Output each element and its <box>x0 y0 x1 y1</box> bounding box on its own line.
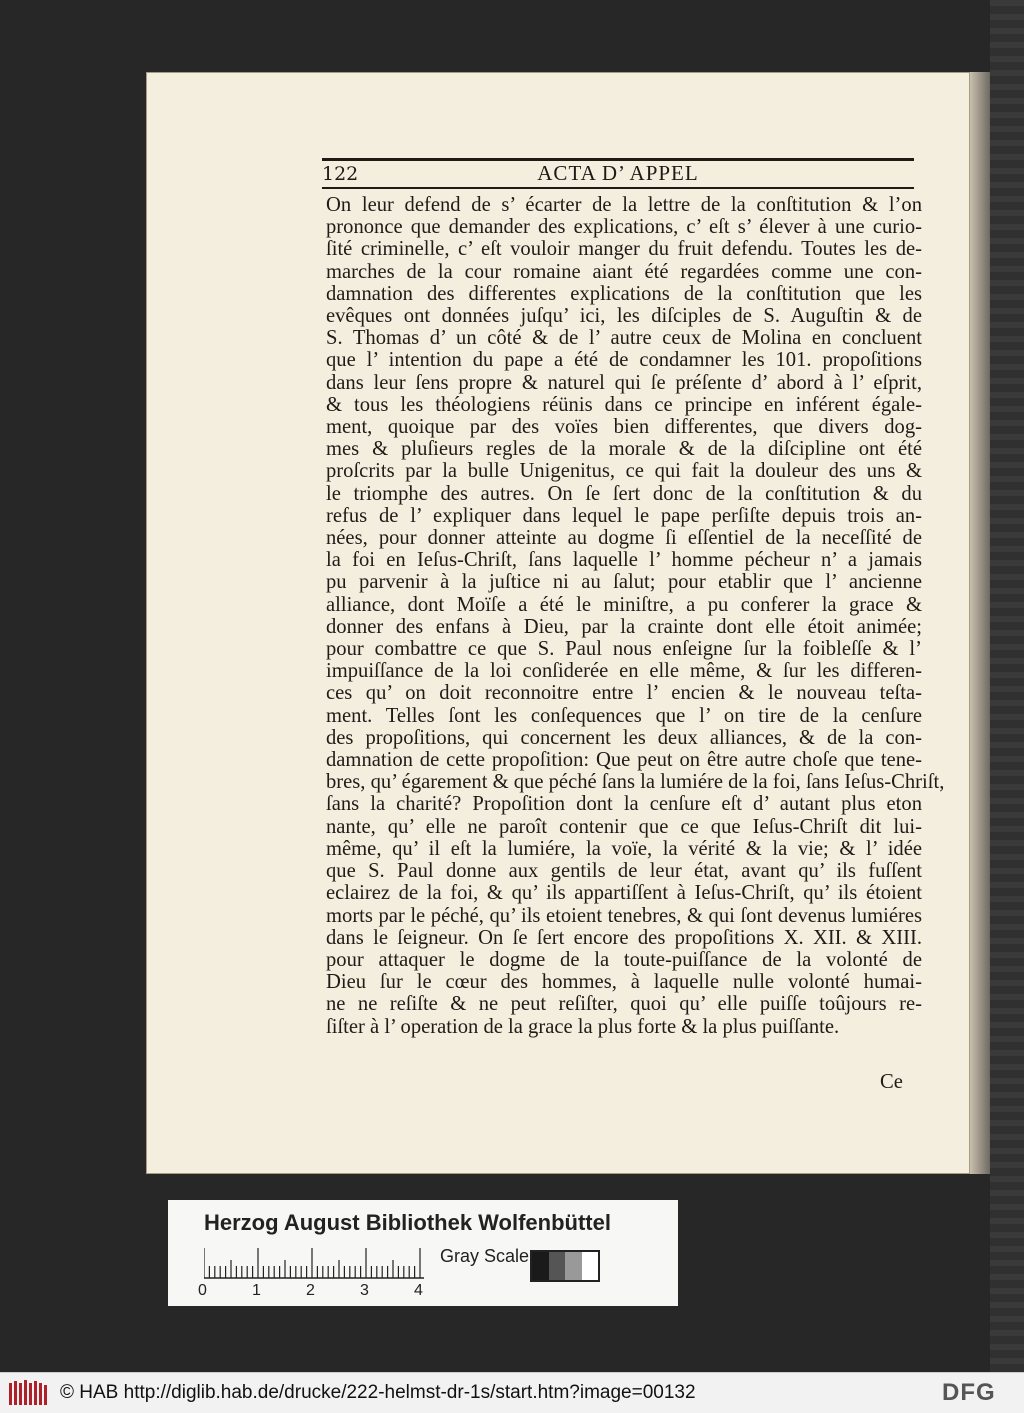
ruler-number: 4 <box>414 1282 423 1299</box>
text-line: ment, quoique par des voïes bien differentes, que divers dog- <box>326 416 922 439</box>
text-line: la foi en Ieſus-Chriſt, ſans laquelle l’ homme pécheur n’ a jamais <box>326 549 922 572</box>
text-line: alliance, dont Moïſe a été le miniſtre, a pu conferer la grace & <box>326 593 922 616</box>
ruler-number: 0 <box>198 1282 207 1299</box>
page-number: 122 <box>322 163 359 185</box>
text-line: marches de la cour romaine aiant été regardées comme une con- <box>326 260 922 283</box>
text-line: pour attaquer le dogme de la toute-puiſſance de la volonté de <box>326 948 922 971</box>
running-head: ACTA D’ APPEL <box>537 161 699 185</box>
text-line: ſité criminelle, c’ eſt vouloir manger du fruit defendu. Toutes les de- <box>326 238 922 261</box>
gray-scale-swatch <box>530 1250 600 1282</box>
text-line: ne ne reſiſte & ne peut reſiſter, quoi qu’ elle puiſſe toûjours re- <box>326 993 922 1016</box>
text-line: damnation de cette propoſition: Que peut on être autre choſe que tene- <box>326 749 922 772</box>
text-line: ment. Telles ſont les conſequences que l’ on tire de la cenſure <box>326 704 922 727</box>
text-line: & tous les théologiens réünis dans ce principe en inférent égale- <box>326 393 922 416</box>
text-line: impuiſſance de la loi conſiderée en elle même, & ſur les differen- <box>326 660 922 683</box>
text-line: S. Thomas d’ un côté & de l’ autre ceux de Molina en concluent <box>326 327 922 350</box>
ruler-number: 2 <box>306 1282 315 1299</box>
text-line: bres, qu’ égarement & que péché ſans la lumiére de la foi, ſans Ieſus-Chriſt, <box>326 771 945 794</box>
text-line: que l’ intention du pape a été de condamner les 101. propoſitions <box>326 349 922 372</box>
ruler-number: 3 <box>360 1282 369 1299</box>
text-line: ſiſter à l’ operation de la grace la plus forte & la plus puiſſante. <box>326 1015 840 1038</box>
text-line: morts par le péché, qu’ ils etoient tenebres, & qui ſont devenus lumiéres <box>326 904 922 927</box>
ruler <box>204 1248 434 1280</box>
text-line: Dieu ſur le cœur des hommes, à laquelle nulle volonté humai- <box>326 971 922 994</box>
text-line: même, qu’ il eſt la lumiére, la voïe, la vérité & la vie; & l’ idée <box>326 837 922 860</box>
source-url[interactable]: © HAB http://diglib.hab.de/drucke/222-helmst-dr-1s/start.htm?image=00132 <box>60 1382 696 1403</box>
text-line: eclairez de la foi, & qu’ ils appartiſſent à Ieſus-Chriſt, qu’ ils étoient <box>326 882 922 905</box>
header-rule-lower <box>322 187 914 189</box>
text-line: refus de l’ expliquer dans lequel le pape perſiſte depuis trois an- <box>326 504 922 527</box>
color-target-card <box>168 1200 678 1306</box>
text-line: proſcrits par la bulle Unigenitus, ce qui fait la douleur des uns & <box>326 460 922 483</box>
text-line: que S. Paul donne aux gentils de leur état, avant qu’ ils fuſſent <box>326 860 922 883</box>
text-line: ſans la charité? Propoſition dont la cenſure eſt d’ autant plus eton <box>326 793 922 816</box>
text-line: prononce que demander des explications, c’ eſt s’ élever à une curio- <box>326 216 922 239</box>
text-line: On leur defend de s’ écarter de la lettre de la conſtitution & l’on <box>326 194 922 216</box>
dfg-logo: DFG <box>942 1379 996 1406</box>
text-line: damnation des differentes explications de la conſtitution que les <box>326 282 922 305</box>
text-line: nante, qu’ elle ne paroît contenir que ce que Ieſus-Chriſt dit lui- <box>326 815 922 838</box>
catchword: Ce <box>880 1071 903 1093</box>
text-line: pour combattre ce que S. Paul nous enſeigne ſur la foibleſſe & l’ <box>326 638 922 661</box>
text-line: des propoſitions, qui concernent les deux alliances, & de la con- <box>326 726 922 749</box>
text-line: dans le ſeigneur. On ſe ſert encore des propoſitions X. XII. & XIII. <box>326 926 922 949</box>
text-line: le triomphe des autres. On ſe ſert donc de la conſtitution & du <box>326 482 922 505</box>
page-shadow <box>970 72 990 1174</box>
hab-logo-icon <box>8 1379 48 1407</box>
text-line: nées, pour donner atteinte au dogme ſi eſſentiel de la neceſſité de <box>326 527 922 550</box>
footer-bar <box>0 1372 1024 1413</box>
ruler-number: 1 <box>252 1282 261 1299</box>
gray-scale-label: Gray Scale <box>440 1246 530 1266</box>
body-text <box>326 194 945 1038</box>
text-line: pu parvenir à la juſtice ni au ſalut; pour etablir que l’ ancienne <box>326 571 922 594</box>
library-name: Herzog August Bibliothek Wolfenbüttel <box>204 1210 611 1235</box>
book-edge <box>990 0 1024 1372</box>
text-line: mes & pluſieurs regles de la morale & de la diſcipline ont été <box>326 438 922 461</box>
text-line: dans leur ſens propre & naturel qui ſe préſente d’ abord à l’ eſprit, <box>326 371 922 394</box>
text-line: evêques ont données juſqu’ ici, les diſciples de S. Auguſtin & de <box>326 305 922 328</box>
text-line: ces qu’ on doit reconnoitre entre l’ encien & le nouveau teſta- <box>326 682 922 705</box>
text-line: donner des enfans à Dieu, par la crainte dont elle étoit animée; <box>326 615 922 638</box>
